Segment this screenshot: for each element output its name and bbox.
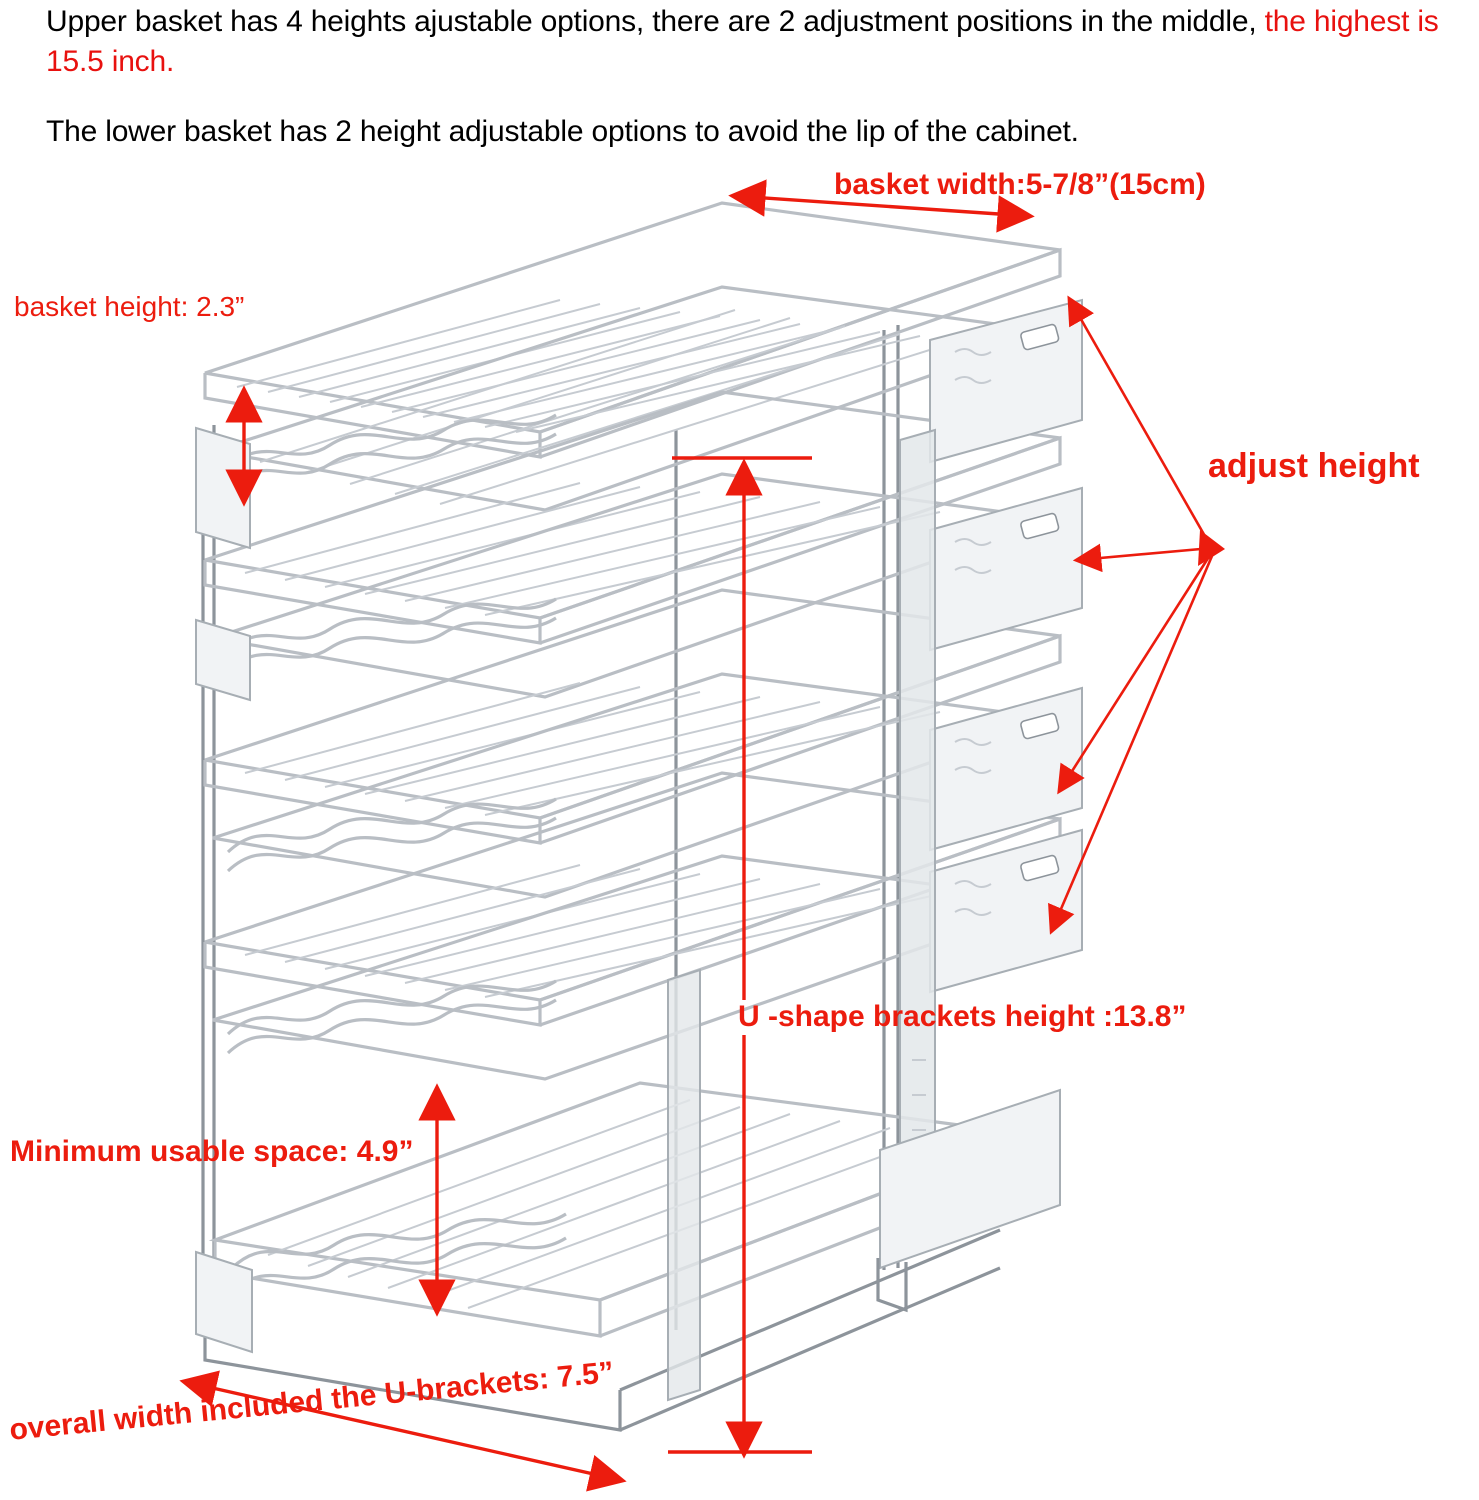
description-line-2: The lower basket has 2 height adjustable options to avoid the lip of the cabinet. [46,115,1079,148]
label-minimum-usable-space: Minimum usable space: 4.9” [10,1135,414,1168]
label-ushape-bracket-height: U -shape brackets height :13.8” [738,1000,1187,1033]
label-overall-width: overall width included the U-brackets: 7.5” [8,1355,616,1447]
description-line-1-text: Upper basket has 4 heights ajustable options, there are 2 adjustment positions in the middle, [46,5,1265,38]
slide-rail-second [930,488,1082,650]
basket-assembly [186,196,1225,1480]
label-basket-width: basket width:5-7/8”(15cm) [834,168,1206,201]
label-basket-height: basket height: 2.3” [14,291,245,322]
u-shape-bracket-left [668,970,700,1400]
description-highlight: the highest is 15.5 inch. [46,5,1447,78]
label-adjust-height: adjust height [1208,447,1420,485]
